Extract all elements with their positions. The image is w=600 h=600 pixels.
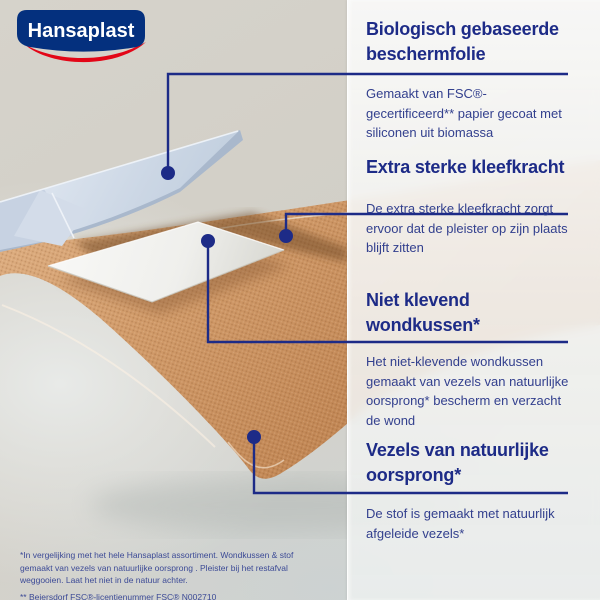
section-kleefkracht	[366, 155, 572, 258]
section-wondkussen	[366, 288, 572, 430]
hansaplast-logo	[12, 6, 162, 66]
footnotes	[20, 549, 314, 600]
section-beschermfolie	[366, 17, 572, 143]
section-heading: Extra sterke kleefkracht	[366, 157, 565, 177]
footnote-comparison: *In vergelijking met het hele Hansaplast assortiment. Wondkussen & stof gemaakt van vezels van natuurlijke oorsprong . Pleister bij het restafval weggooien. Laat het niet in de natuur achter.	[20, 550, 294, 585]
section-body: Gemaakt van FSC®-gecertificeerd** papier gecoat met siliconen uit biomassa	[366, 86, 562, 140]
section-heading: Vezels van natuurlijke oorsprong*	[366, 440, 549, 485]
section-body: De extra sterke kleefkracht zorgt ervoor dat de pleister op zijn plaats blijft zitten	[366, 201, 568, 255]
footnote-fsc-license: ** Beiersdorf FSC®-licentienummer FSC® N002710	[20, 591, 217, 600]
section-body: Het niet-klevende wondkussen gemaakt van vezels van natuurlijke oorsprong* bescherm en verzacht de wond	[366, 354, 569, 428]
logo-wordmark: Hansaplast	[27, 20, 135, 42]
section-body: De stof is gemaakt met natuurlijk afgeleide vezels*	[366, 506, 555, 541]
section-heading: Niet klevend wondkussen*	[366, 290, 480, 335]
section-vezels	[366, 438, 572, 543]
section-heading: Biologisch gebaseerde beschermfolie	[366, 19, 559, 64]
